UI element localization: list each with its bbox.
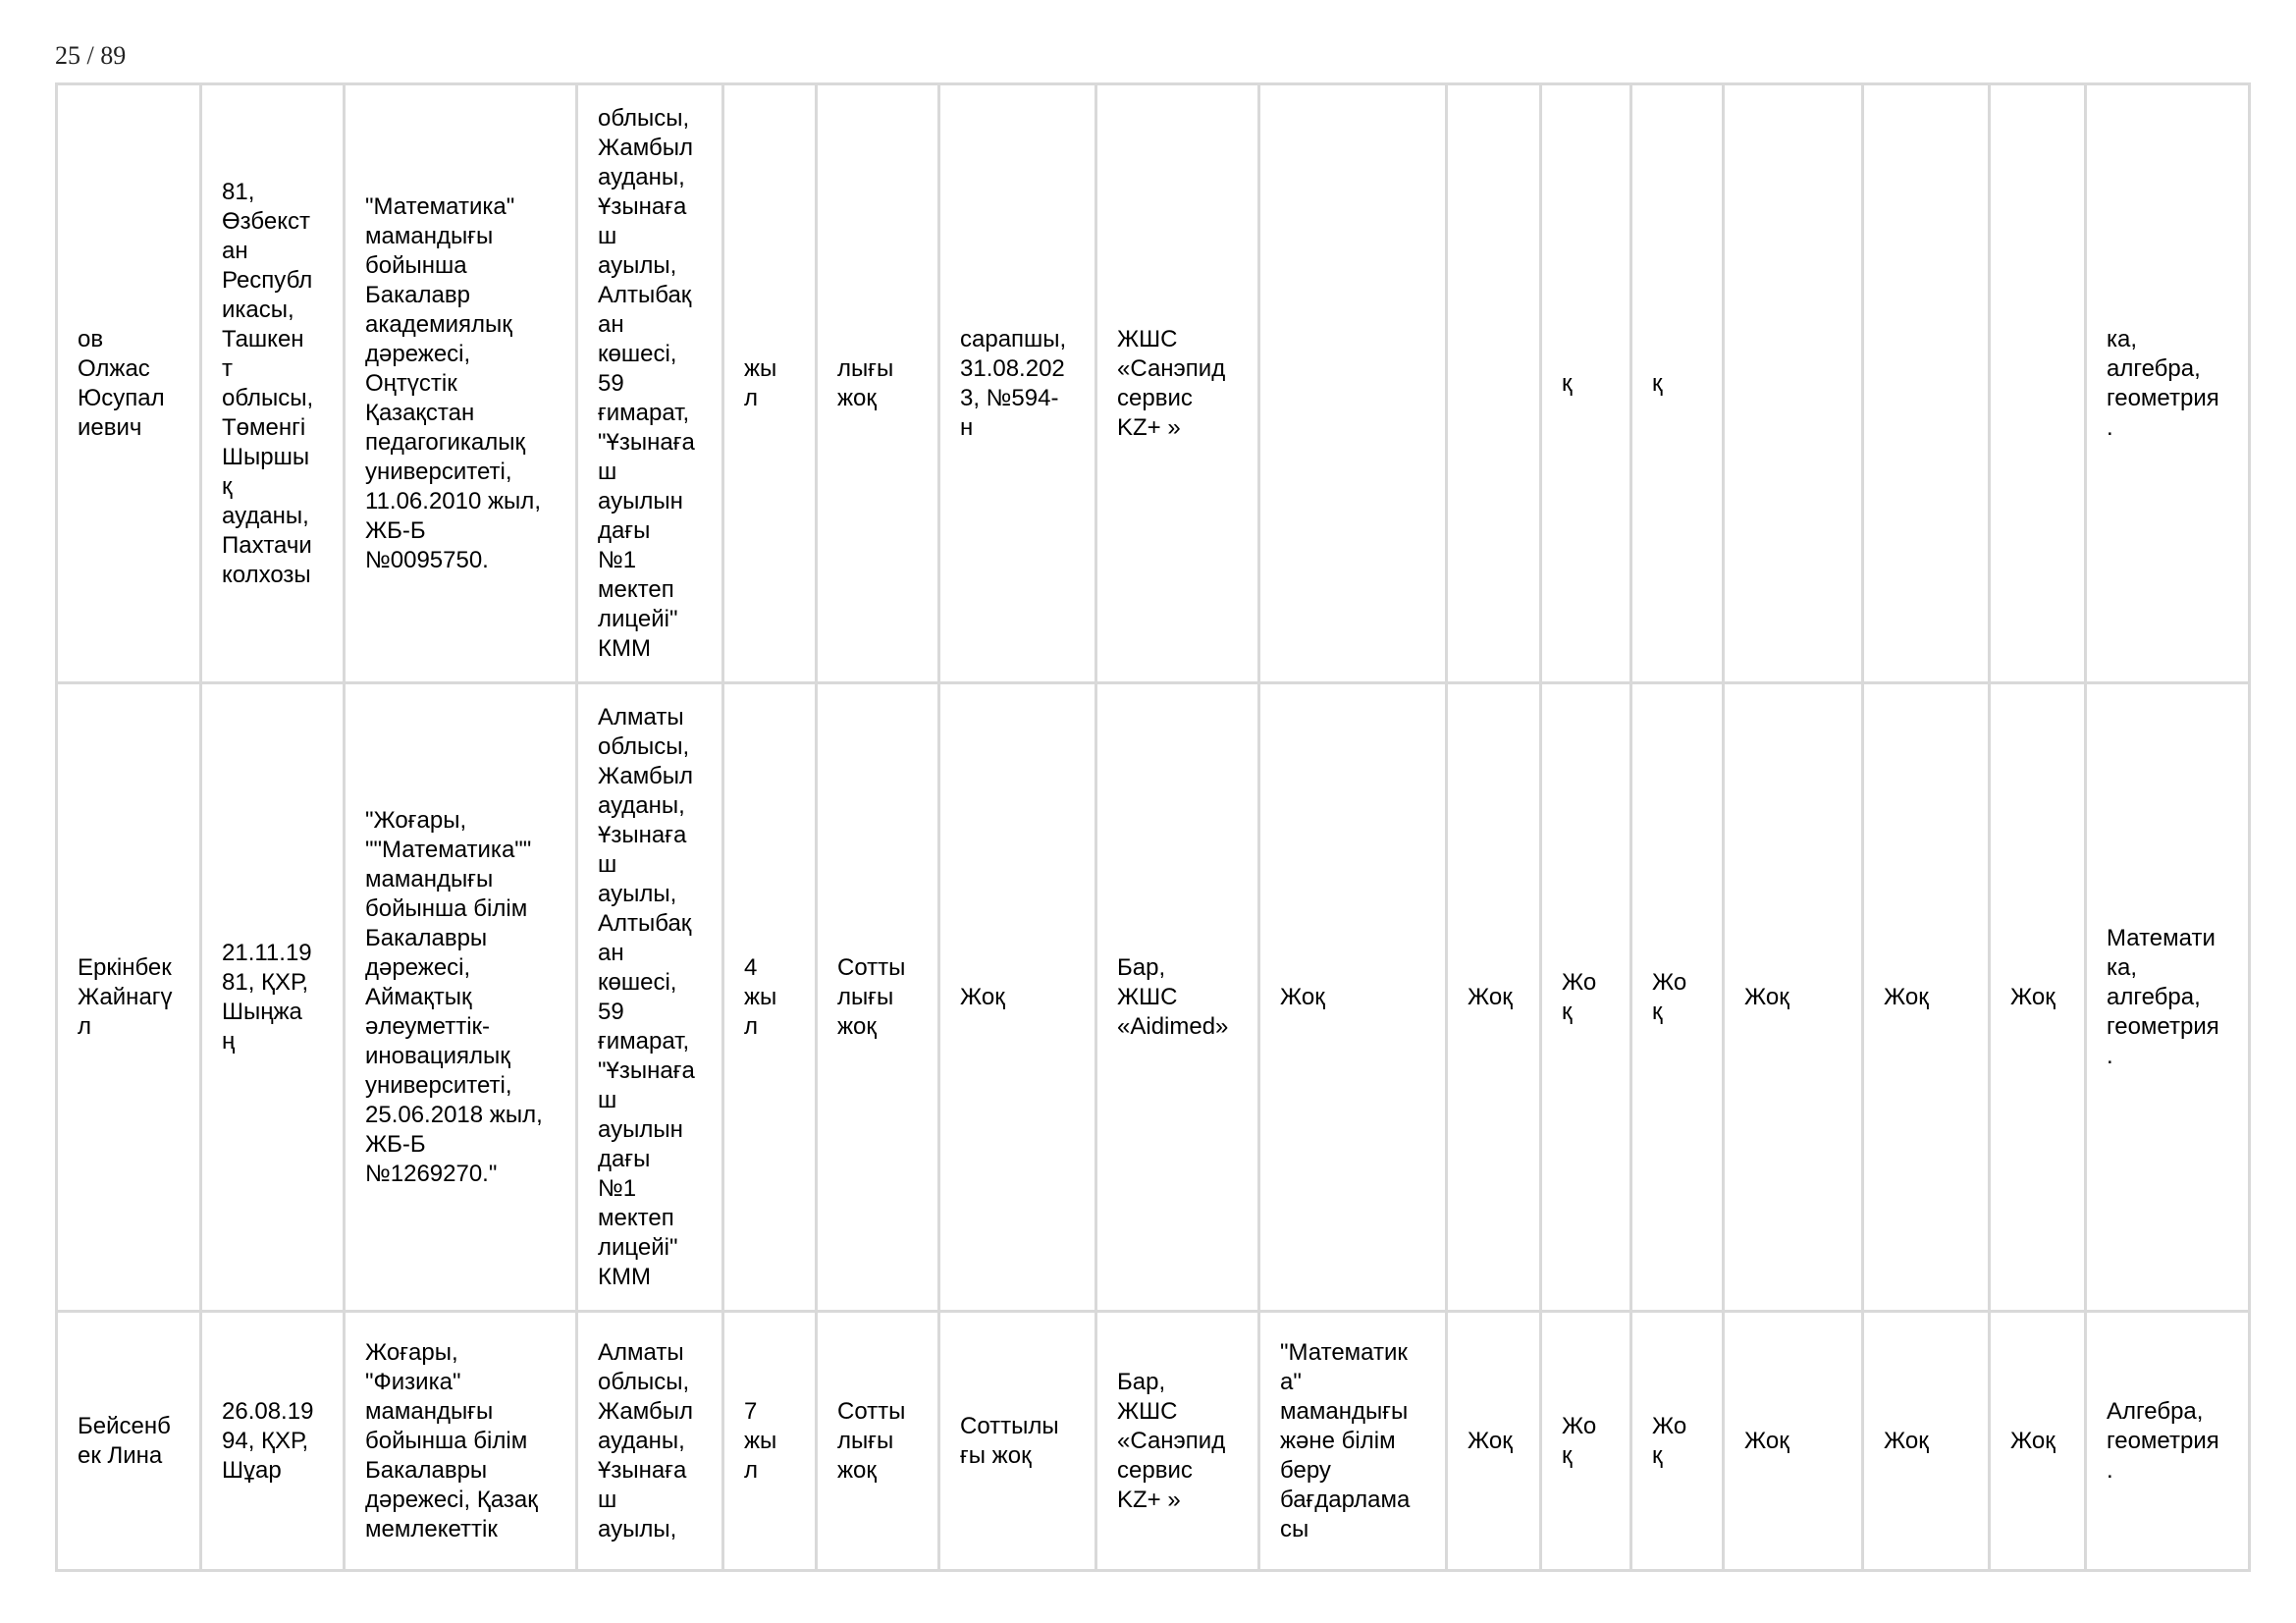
table-cell: ЖШС «Санэпид сервис KZ+ » [1096, 84, 1259, 683]
table-cell [1990, 84, 2086, 683]
table-cell: қ [1631, 84, 1724, 683]
table-cell: Еркінбек Жайнагү л [57, 683, 201, 1312]
table-cell: "Жоғары, ""Математика"" мамандығы бойынша білім Бакалавры дәрежесі, Аймақтық әлеуметтік- иновациялық университеті, 25.06.2018 жыл, ЖБ-Б №1269270." [345, 683, 577, 1312]
table-cell: Жоқ [1990, 1312, 2086, 1571]
table-cell: "Математик а" мамандығы және білім беру бағдарлама сы [1259, 1312, 1447, 1571]
table-cell: ка, алгебра, геометрия . [2086, 84, 2250, 683]
table-body [57, 84, 2250, 1571]
table-cell: Жоқ [1259, 683, 1447, 1312]
table-cell: Жоқ [1990, 683, 2086, 1312]
table-cell: Сотты лығы жоқ [817, 683, 939, 1312]
table-cell: Жо қ [1541, 1312, 1631, 1571]
records-table [55, 82, 2251, 1572]
table-row [57, 683, 2250, 1312]
table-cell [1259, 84, 1447, 683]
table-cell: Бейсенб ек Лина [57, 1312, 201, 1571]
table-row [57, 1312, 2250, 1571]
table-row [57, 84, 2250, 683]
table-cell: қ [1541, 84, 1631, 683]
table-cell: сарапшы, 31.08.202 3, №594- н [939, 84, 1096, 683]
table-cell: 81, Өзбекст ан Республ икасы, Ташкен т облысы, Төменгі Шыршы қ ауданы, Пахтачи колхозы [201, 84, 345, 683]
table-cell: жы л [723, 84, 817, 683]
table-cell: Алгебра, геометрия . [2086, 1312, 2250, 1571]
table-cell: Бар, ЖШС «Aidimed» [1096, 683, 1259, 1312]
table-cell: Алматы облысы, Жамбыл ауданы, Ұзынаға ш ауылы, [577, 1312, 723, 1571]
table-cell: 4 жы л [723, 683, 817, 1312]
table-cell [1863, 84, 1990, 683]
table-cell: Жоқ [1863, 683, 1990, 1312]
table-cell: Сотты лығы жоқ [817, 1312, 939, 1571]
table-cell: Жоқ [939, 683, 1096, 1312]
table-cell: Жоқ [1724, 1312, 1863, 1571]
table-cell [1724, 84, 1863, 683]
table-cell: ов Олжас Юсупал иевич [57, 84, 201, 683]
table-cell: Жо қ [1631, 683, 1724, 1312]
table-cell: Соттылы ғы жоқ [939, 1312, 1096, 1571]
table-cell: Жоқ [1447, 1312, 1541, 1571]
table-cell: Бар, ЖШС «Санэпид сервис KZ+ » [1096, 1312, 1259, 1571]
table-cell: Жоғары, "Физика" мамандығы бойынша білім Бакалавры дәрежесі, Қазақ мемлекеттік [345, 1312, 577, 1571]
table-cell [1447, 84, 1541, 683]
table-cell: Жоқ [1724, 683, 1863, 1312]
page-number: 25 / 89 [55, 41, 127, 70]
table-cell: Жо қ [1631, 1312, 1724, 1571]
table-cell: 21.11.19 81, ҚХР, Шыңжа ң [201, 683, 345, 1312]
table-cell: Жо қ [1541, 683, 1631, 1312]
table-cell: лығы жоқ [817, 84, 939, 683]
table-cell: 7 жы л [723, 1312, 817, 1571]
table-cell: Математи ка, алгебра, геометрия . [2086, 683, 2250, 1312]
table-cell: Жоқ [1863, 1312, 1990, 1571]
table-cell: 26.08.19 94, ҚХР, Шұар [201, 1312, 345, 1571]
table-cell: "Математика" мамандығы бойынша Бакалавр академиялық дәрежесі, Оңтүстік Қазақстан педагогикалық университеті, 11.06.2010 жыл, ЖБ-Б №0095750. [345, 84, 577, 683]
table-cell: облысы, Жамбыл ауданы, Ұзынаға ш ауылы, Алтыбақ ан көшесі, 59 ғимарат, "Ұзынаға ш ауылын дағы №1 мектеп лицейі" КММ [577, 84, 723, 683]
table-cell: Алматы облысы, Жамбыл ауданы, Ұзынаға ш ауылы, Алтыбақ ан көшесі, 59 ғимарат, "Ұзынаға ш ауылын дағы №1 мектеп лицейі" КММ [577, 683, 723, 1312]
table-cell: Жоқ [1447, 683, 1541, 1312]
